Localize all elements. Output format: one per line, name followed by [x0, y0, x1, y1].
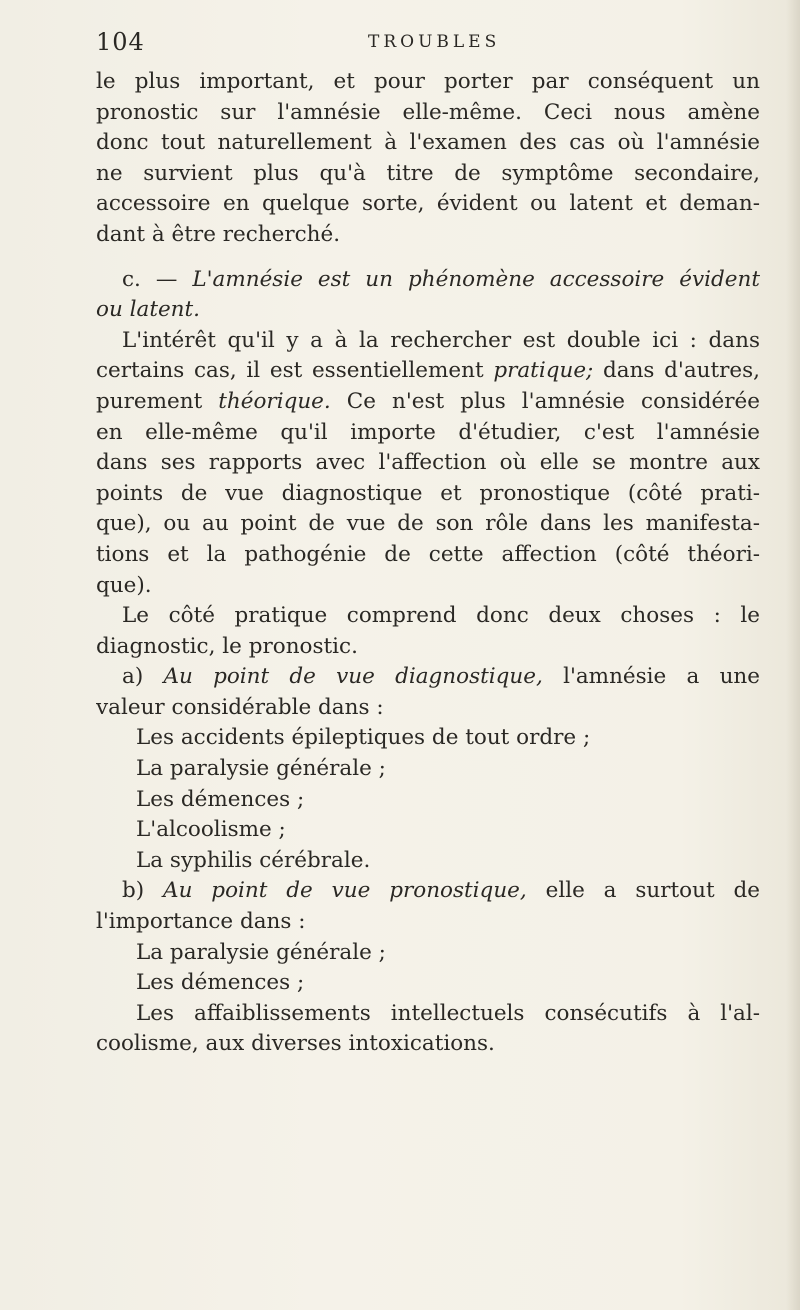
item-label: b) — [122, 878, 164, 904]
item-label: a) — [122, 664, 164, 690]
section-title: L'amnésie est un phénomène accessoire évident — [192, 266, 760, 292]
text-line: que). — [96, 572, 152, 598]
text-line: points de vue diagnostique et pronostique (côté prati- — [96, 480, 760, 506]
text-line: accessoire en quelque sorte, évident ou latent et deman- — [96, 191, 760, 217]
text-line: que), ou au point de vue de son rôle dans les manifesta- — [96, 511, 760, 537]
text-line: coolisme, aux diverses intoxications. — [96, 1031, 495, 1057]
list-item: L'alcoolisme ; — [136, 817, 286, 843]
text-line — [96, 387, 760, 418]
item-a-heading — [96, 662, 760, 693]
section-heading-c-cont — [96, 295, 760, 326]
page-number: 104 — [96, 28, 145, 56]
page-body — [96, 67, 760, 1060]
text-run: l'amnésie a une — [542, 664, 760, 690]
text-line: L'intérêt qu'il y a à la rechercher est double ici : dans — [122, 327, 760, 353]
item-title: Au point de vue pronostique, — [163, 878, 527, 904]
text-line — [96, 356, 760, 387]
text-line: donc tout naturellement à l'examen des cas où l'amnésie — [96, 130, 760, 156]
text-line: pronostic sur l'amnésie elle-même. Ceci nous amène — [96, 99, 760, 125]
emphasis-pratique: pratique; — [493, 358, 594, 384]
text-run: dans d'autres, — [593, 358, 760, 384]
list-item: Les démences ; — [136, 786, 305, 812]
item-title: Au point de vue diagnostique, — [163, 664, 543, 690]
text-line: dans ses rapports avec l'affection où elle se montre aux — [96, 450, 760, 476]
item-b-heading — [96, 876, 760, 907]
text-line: ne survient plus qu'à titre de symptôme secondaire, — [96, 160, 760, 186]
text-line: diagnostic, le pronostic. — [96, 633, 358, 659]
list-item: La paralysie générale ; — [136, 939, 386, 965]
text-line: le plus important, et pour porter par conséquent un — [96, 69, 760, 94]
section-title-cont: ou latent. — [96, 297, 201, 323]
list-item: Les démences ; — [136, 970, 305, 996]
text-line: l'importance dans : — [96, 909, 306, 935]
text-run: purement — [96, 388, 219, 414]
running-title: TROUBLES — [368, 32, 501, 52]
text-run: certains cas, il est essentiellement — [96, 358, 494, 384]
page-header — [96, 28, 746, 64]
list-item: La syphilis cérébrale. — [136, 847, 371, 873]
section-label: c. — — [122, 266, 193, 292]
section-heading-c — [96, 265, 760, 296]
emphasis-theorique: théorique. — [218, 388, 331, 414]
text-line: tions et la pathogénie de cette affection (côté théori- — [96, 541, 760, 567]
list-item: Les affaiblissements intellectuels consécutifs à l'al- — [136, 1000, 760, 1026]
text-line: dant à être recherché. — [96, 221, 341, 247]
list-item: La paralysie générale ; — [136, 756, 386, 782]
page-edge-shadow — [786, 0, 800, 1310]
text-run: Ce n'est plus l'amnésie considérée — [330, 388, 760, 414]
text-run: elle a surtout de — [526, 878, 760, 904]
text-line: valeur considérable dans : — [96, 694, 384, 720]
text-line: Le côté pratique comprend donc deux choses : le — [122, 603, 760, 629]
text-line: en elle-même qu'il importe d'étudier, c'est l'amnésie — [96, 419, 760, 445]
list-item: Les accidents épileptiques de tout ordre ; — [136, 725, 591, 751]
